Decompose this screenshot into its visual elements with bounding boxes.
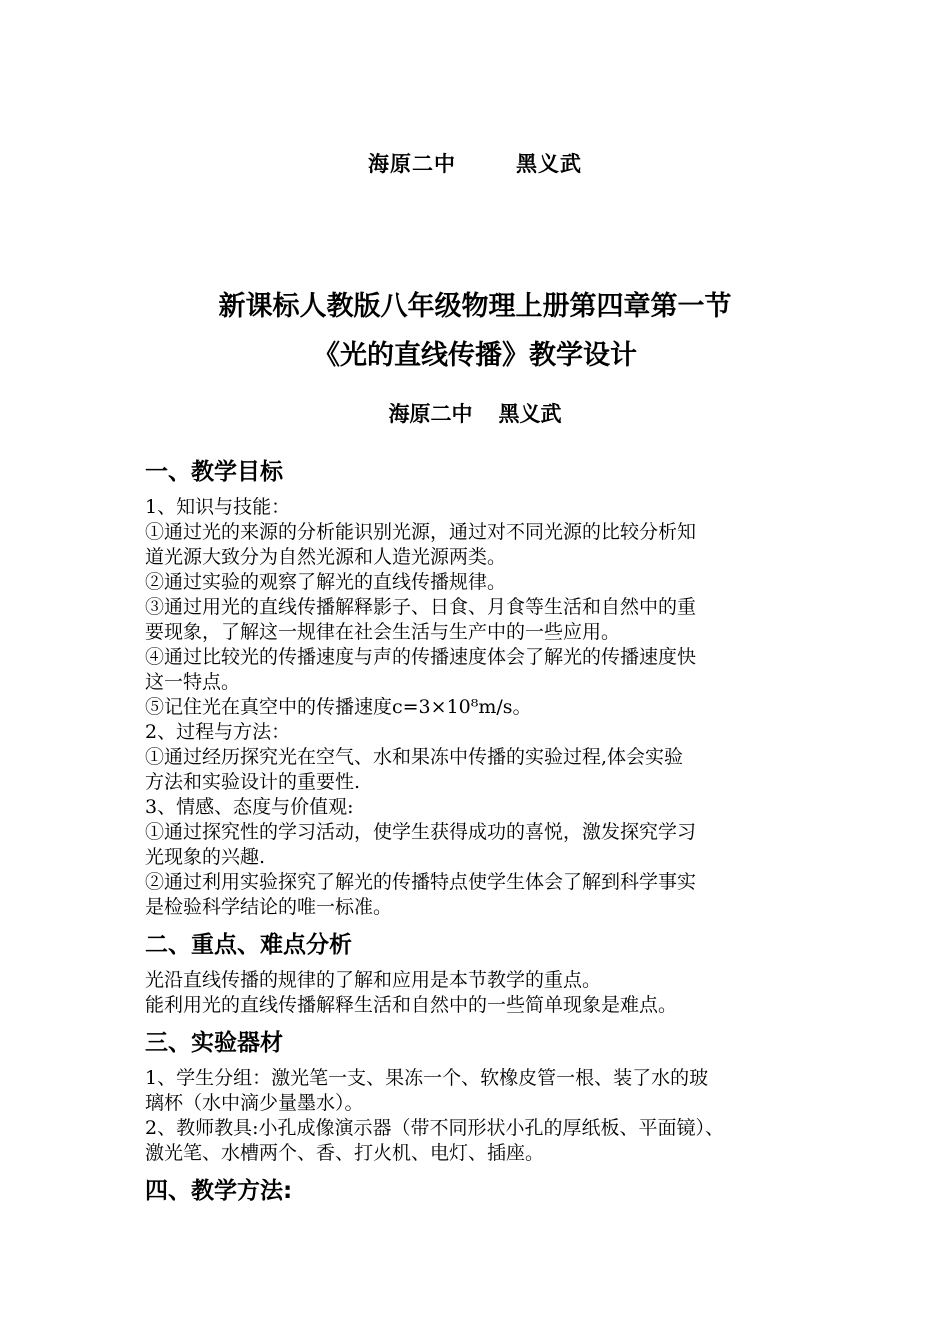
paragraph-line: 光现象的兴趣. — [145, 846, 266, 868]
paragraph-line: ②通过实验的观察了解光的直线传播规律。 — [145, 571, 507, 593]
header-author: 黑义武 — [516, 152, 582, 176]
header-author-line — [0, 148, 950, 178]
paragraph-line: ①通过探究性的学习活动，使学生获得成功的喜悦，激发探究学习 — [145, 821, 697, 843]
document-body — [145, 455, 825, 1208]
paragraph-line: 光沿直线传播的规律的了解和应用是本节教学的重点。 — [145, 969, 602, 991]
document-title-line2: 《光的直线传播》教学设计 — [313, 340, 637, 371]
section-heading-key-points: 二、重点、难点分析 — [145, 932, 352, 958]
paragraph-line: 要现象，了解这一规律在社会生活与生产中的一些应用。 — [145, 621, 621, 643]
paragraph-line: 是检验科学结论的唯一标准。 — [145, 896, 393, 918]
paragraph-line: 激光笔、水槽两个、香、打火机、电灯、插座。 — [145, 1142, 545, 1164]
paragraph-line: 璃杯（水中滴少量墨水）。 — [145, 1092, 364, 1114]
paragraph-line: ①通过光的来源的分析能识别光源，通过对不同光源的比较分析知 — [145, 521, 697, 543]
section-heading-teaching-goals: 一、教学目标 — [145, 459, 283, 485]
paragraph-line: 3、情感、态度与价值观: — [145, 796, 354, 818]
paragraph-line: ②通过利用实验探究了解光的传播特点使学生体会了解到科学事实 — [145, 871, 697, 893]
paragraph-line: 2、教师教具:小孔成像演示器（带不同形状小孔的厚纸板、平面镜）、 — [145, 1117, 724, 1139]
paragraph-line: 能利用光的直线传播解释生活和自然中的一些简单现象是难点。 — [145, 994, 678, 1016]
paragraph-line: 道光源大致分为自然光源和人造光源两类。 — [145, 546, 507, 568]
paragraph-line: ①通过经历探究光在空气、水和果冻中传播的实验过程,体会实验 — [145, 746, 684, 768]
paragraph-line: ⑤记住光在真空中的传播速度c=3×10⁸m/s。 — [145, 696, 532, 718]
paragraph-line: ③通过用光的直线传播解释影子、日食、月食等生活和自然中的重 — [145, 596, 697, 618]
paragraph-line: 1、学生分组：激光笔一支、果冻一个、软橡皮管一根、装了水的玻 — [145, 1067, 709, 1089]
byline-school: 海原二中 — [388, 402, 473, 426]
paragraph-line: ④通过比较光的传播速度与声的传播速度体会了解光的传播速度快 — [145, 646, 697, 668]
paragraph-line: 2、过程与方法： — [145, 721, 291, 743]
document-title-line1: 新课标人教版八年级物理上册第四章第一节 — [218, 291, 732, 322]
byline — [0, 398, 950, 428]
byline-author: 黑义武 — [498, 402, 562, 426]
paragraph-line: 方法和实验设计的重要性. — [145, 771, 361, 793]
paragraph-line: 这一特点。 — [145, 671, 241, 693]
paragraph-line: 1、知识与技能： — [145, 496, 291, 518]
section-heading-equipment: 三、实验器材 — [145, 1030, 283, 1056]
header-school: 海原二中 — [368, 152, 456, 176]
section-heading-teaching-methods: 四、教学方法: — [145, 1178, 293, 1204]
